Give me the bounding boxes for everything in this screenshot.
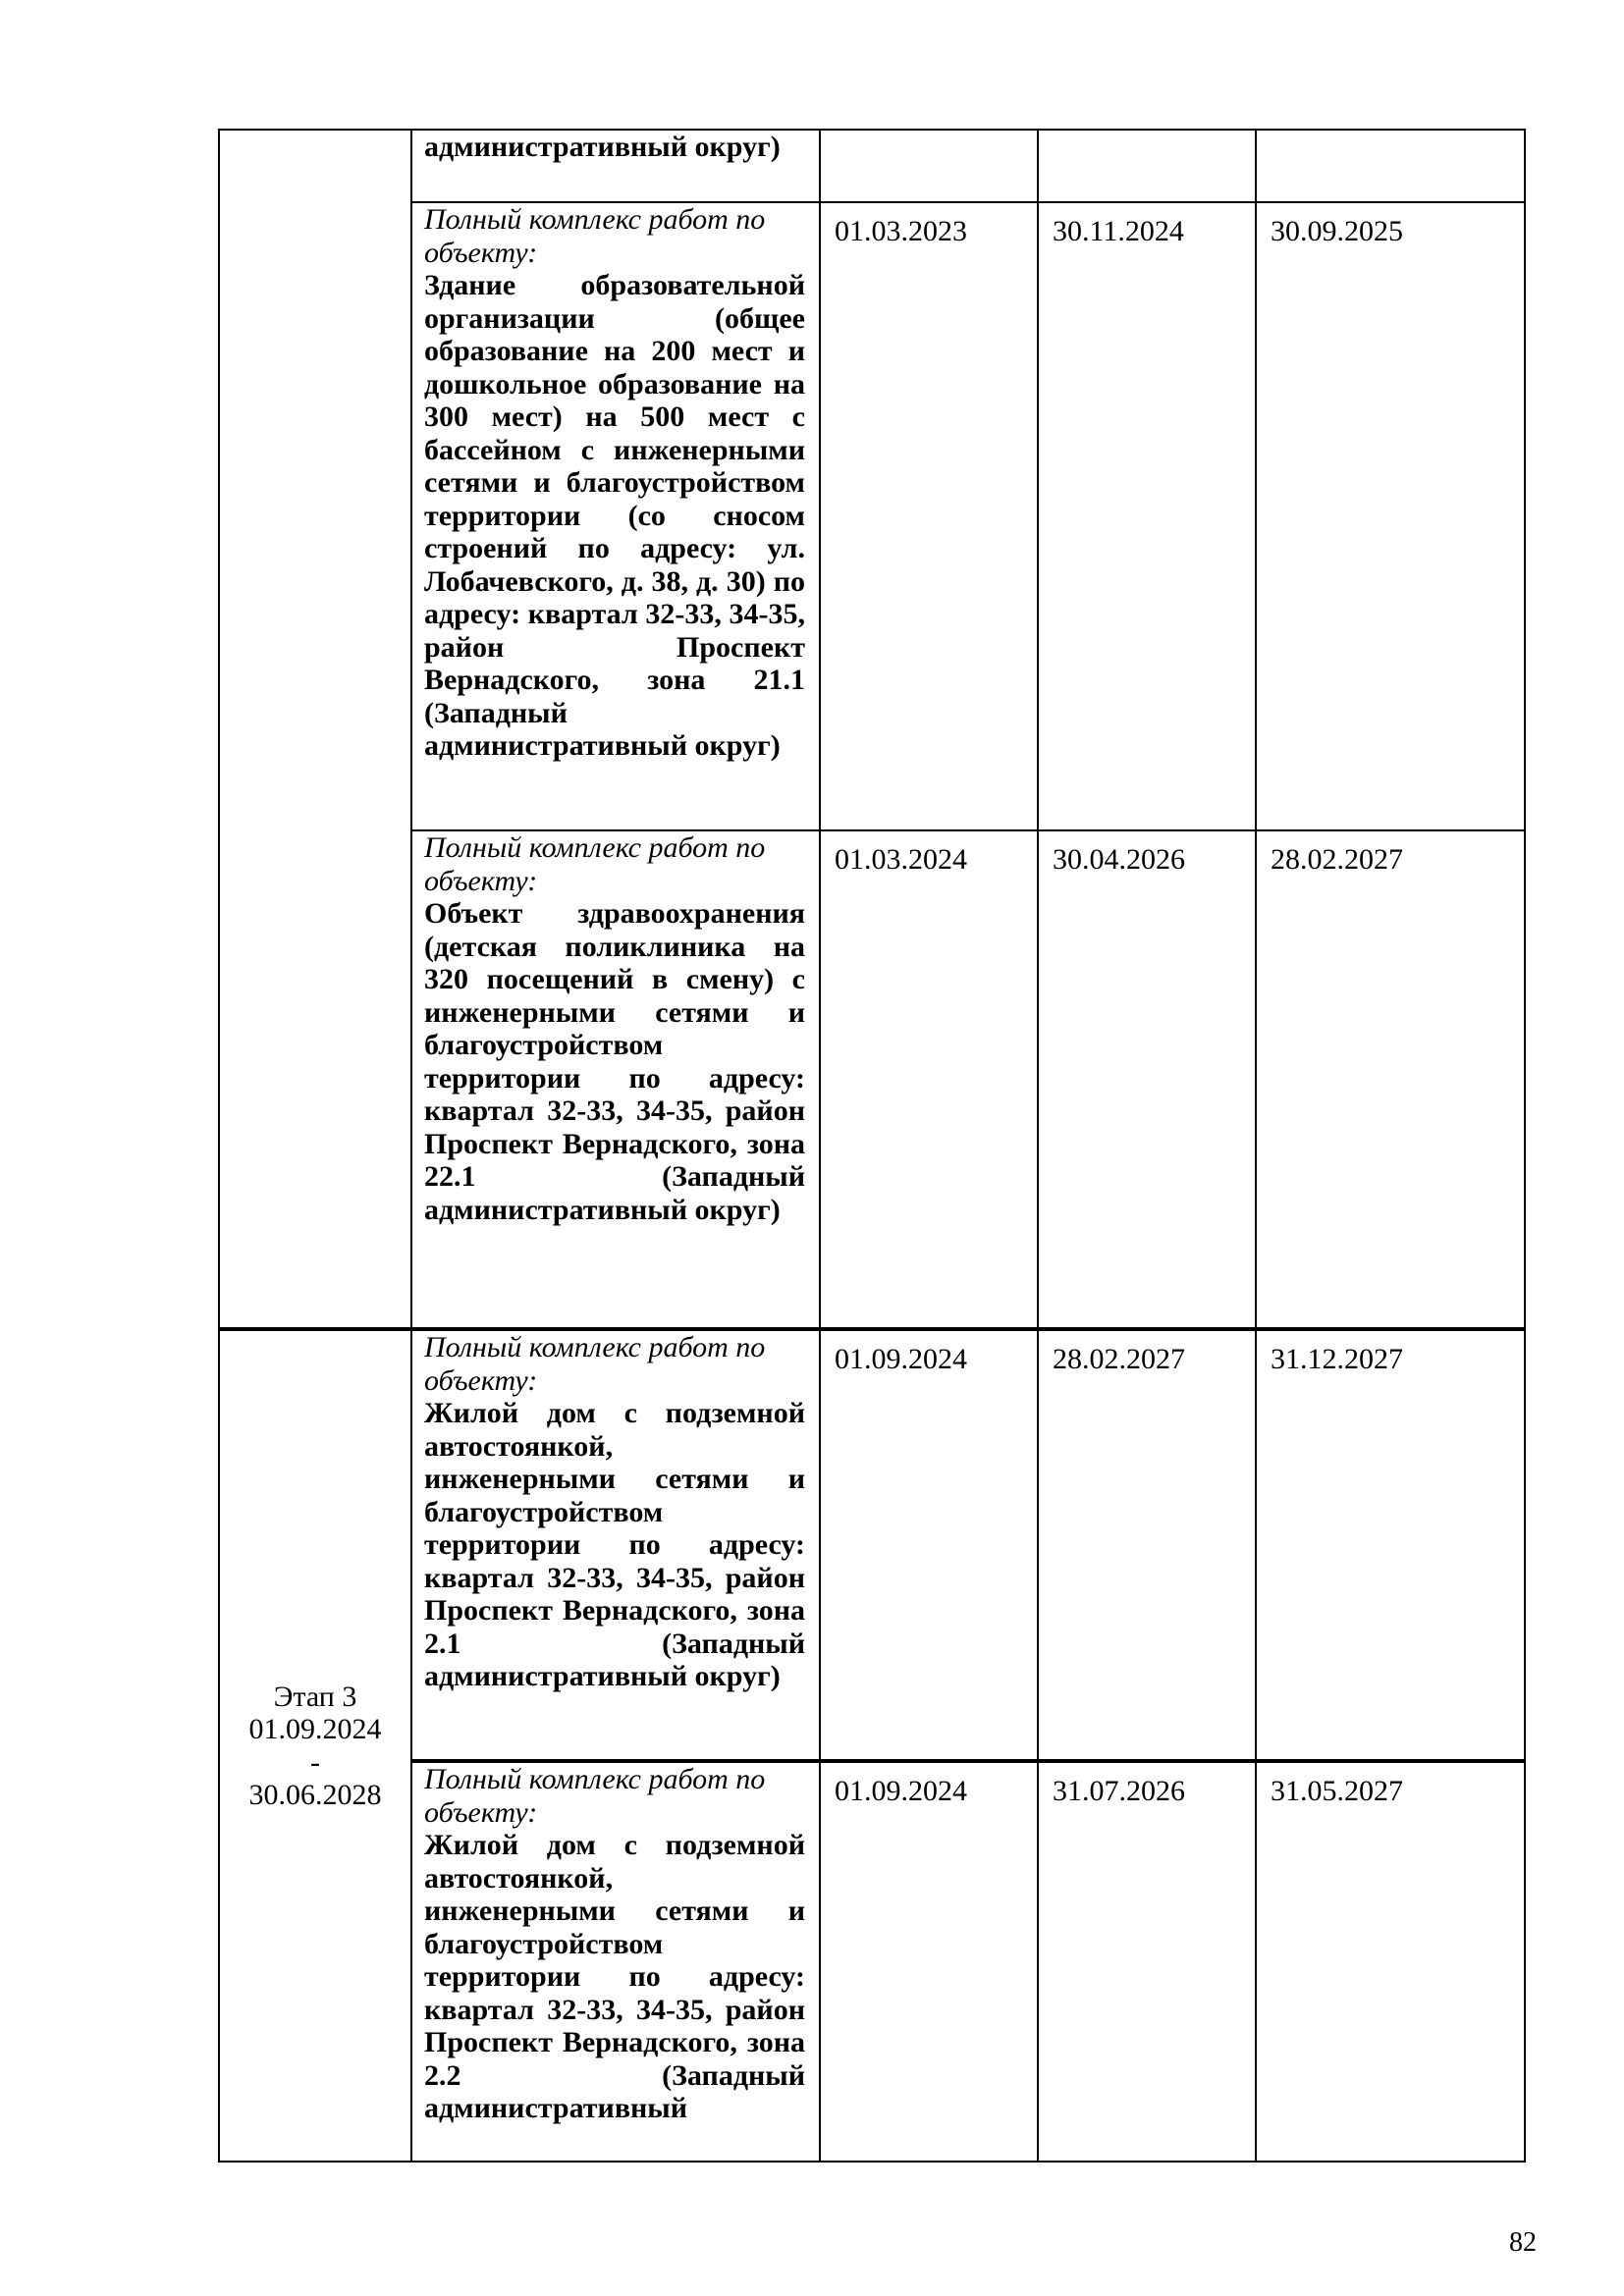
stage-end-date: 30.06.2028 xyxy=(248,1779,382,1811)
commissioning-date: 31.05.2027 xyxy=(1256,1761,1525,2162)
start-date: 01.03.2024 xyxy=(820,830,1038,1329)
work-cell xyxy=(411,1761,820,2162)
start-date: 01.03.2023 xyxy=(820,202,1038,830)
stage-date-separator: - xyxy=(310,1745,320,1779)
work-name: Здание образовательной организации (общее образование на 200 мест и дошкольное образование на 300 мест) на 500 мест с бассейном с инженерными сетями и благоустройством территории (со сносом строений по адресу: ул. Лобачевского, д. 38, д. 30) по адресу: квартал 32-33, 34-35, район Проспект Вернадского, зона 21.1 (Западный административный округ) xyxy=(424,269,805,762)
table-row xyxy=(219,1329,1525,1761)
stage-start-date: 01.09.2024 xyxy=(248,1713,382,1745)
work-kind: Полный комплекс работ по объекту: xyxy=(424,203,766,269)
commissioning-date: 28.02.2027 xyxy=(1256,830,1525,1329)
stage-cell xyxy=(219,1329,411,2162)
table-row xyxy=(219,202,1525,830)
table-row xyxy=(219,130,1525,202)
end-date: 30.11.2024 xyxy=(1038,202,1256,830)
work-cell xyxy=(411,130,820,202)
table-row xyxy=(219,1761,1525,2162)
schedule-table xyxy=(218,129,1526,2163)
stage-title: Этап 3 xyxy=(273,1680,357,1713)
start-date: 01.09.2024 xyxy=(820,1761,1038,2162)
work-kind: Полный комплекс работ по объекту: xyxy=(424,1331,766,1397)
work-kind: Полный комплекс работ по объекту: xyxy=(424,831,766,897)
end-date: 31.07.2026 xyxy=(1038,1761,1256,2162)
commissioning-date: 31.12.2027 xyxy=(1256,1329,1525,1761)
work-name: Жилой дом с подземной автостоянкой, инженерными сетями и благоустройством территории по адресу: квартал 32-33, 34-35, район Проспект Вернадского, зона 2.1 (Западный административный округ) xyxy=(424,1397,805,1692)
stage-cell-empty xyxy=(219,130,411,1329)
work-kind: Полный комплекс работ по объекту: xyxy=(424,1763,766,1829)
end-date: 28.02.2027 xyxy=(1038,1329,1256,1761)
work-cell xyxy=(411,1329,820,1761)
work-cell xyxy=(411,202,820,830)
end-date: 30.04.2026 xyxy=(1038,830,1256,1329)
work-name: административный округ) xyxy=(424,131,781,163)
end-date-cell xyxy=(1038,130,1256,202)
page-number: 82 xyxy=(1509,2227,1537,2258)
table-row xyxy=(219,830,1525,1329)
work-cell xyxy=(411,830,820,1329)
commissioning-date: 30.09.2025 xyxy=(1256,202,1525,830)
start-date: 01.09.2024 xyxy=(820,1329,1038,1761)
work-name: Объект здравоохранения (детская поликлиника на 320 посещений в смену) с инженерными сетями и благоустройством территории по адресу: квартал 32-33, 34-35, район Проспект Вернадского, зона 22.1 (Западный административный округ) xyxy=(424,897,805,1226)
start-date-cell xyxy=(820,130,1038,202)
commissioning-date-cell xyxy=(1256,130,1525,202)
work-name: Жилой дом с подземной автостоянкой, инженерными сетями и благоустройством территории по адресу: квартал 32-33, 34-35, район Проспект Вернадского, зона 2.2 (Западный административный xyxy=(424,1829,805,2124)
